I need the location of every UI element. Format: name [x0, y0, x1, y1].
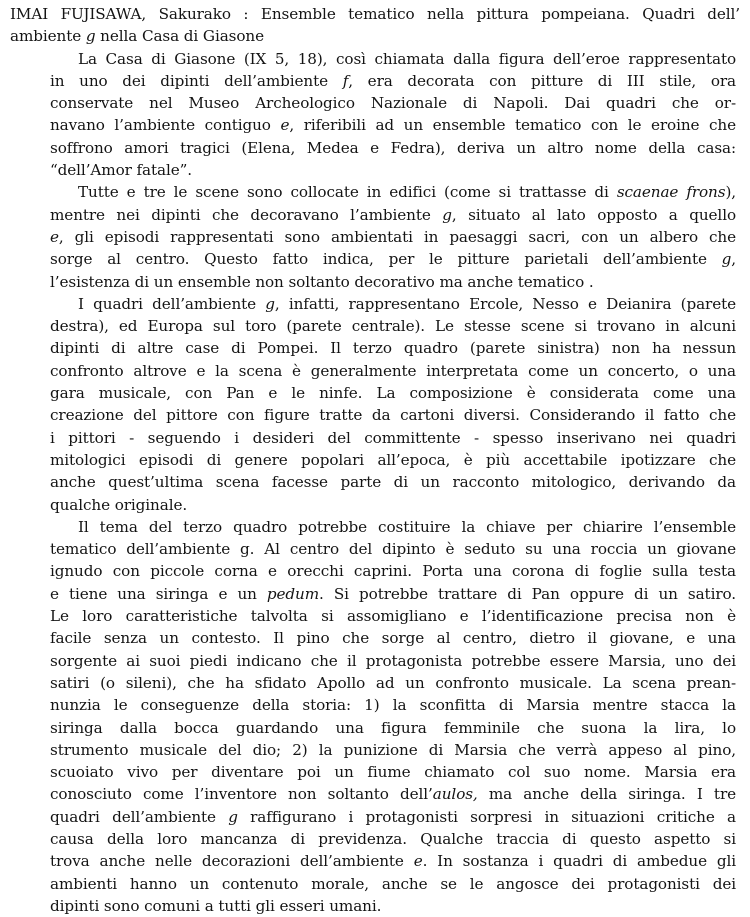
text-line: I quadri dell’ambiente g, infatti, rappresentano Ercole, Nesso e Deianira (parete [78, 294, 736, 313]
italic-term: aulos, [432, 785, 478, 804]
text-line: conservate nel Museo Archeologico Nazionale di Napoli. Dai quadri che or- [50, 94, 736, 113]
heading-line: ambiente g nella Casa di Giasone [10, 27, 264, 46]
text-line: Il tema del terzo quadro potrebbe costituire la chiave per chiarire l’ensemble [78, 517, 736, 536]
italic-term: pedum [266, 584, 320, 603]
text-line: creazione del pittore con figure tratte da cartoni diversi. Considerando il fatto che [50, 406, 736, 425]
italic-term: g [265, 294, 275, 313]
text-line: destra), ed Europa sul toro (parete centrale). Le stesse scene si trovano in alcuni [50, 317, 736, 336]
text-line: anche quest’ultima scena facesse parte di un racconto mitologico, derivando da [50, 473, 736, 492]
paragraph [10, 48, 740, 182]
text-line: conosciuto come l’inventore non soltanto dell’aulos, ma anche della siringa. I tre [50, 785, 736, 804]
text-line: gara musicale, con Pan e le ninfe. La composizione è considerata come una [50, 384, 736, 403]
italic-term: e [50, 227, 59, 246]
text-line: dipinti sono comuni a tutti gli esseri umani. [50, 896, 382, 915]
text-line: in uno dei dipinti dell’ambiente f, era decorata con pitture di III stile, ora [50, 71, 736, 90]
italic-term: scaenae frons [616, 183, 726, 202]
text-line: La Casa di Giasone (IX 5, 18), così chiamata dalla figura dell’eroe rappresentato [78, 49, 736, 68]
text-line: e, gli episodi rappresentati sono ambientati in paesaggi sacri, con un albero che [50, 227, 736, 246]
text-line: “dell’Amor fatale”. [50, 161, 192, 180]
text-line: Le loro caratteristiche talvolta si assomigliano e l’identificazione precisa non è [50, 607, 736, 626]
text-line: trova anche nelle decorazioni dell’ambiente e. In sostanza i quadri di ambedue gli [50, 852, 736, 871]
italic-term: e [413, 852, 423, 871]
text-line: nunzia le conseguenze della storia: 1) la sconfitta di Marsia mentre stacca la [50, 696, 736, 715]
text-line: qualche originale. [50, 495, 188, 514]
paragraph [10, 293, 740, 516]
text-line: siringa dalla bocca guardando una figura femminile che suona la lira, lo [50, 718, 736, 737]
text-line: l’esistenza di un ensemble non soltanto decorativo ma anche tematico . [50, 272, 594, 291]
text-line: scuoiato vivo per diventare poi un fiume chiamato col suo nome. Marsia era [50, 763, 736, 782]
italic-term: e [280, 116, 290, 135]
text-line: ignudo con piccole corna e orecchi caprini. Porta una corona di foglie sulla testa [50, 562, 736, 581]
text-line: e tiene una siringa e un pedum. Si potrebbe trattare di Pan oppure di un satiro. [50, 584, 736, 603]
italic-term: f [342, 71, 349, 90]
text-line: mentre nei dipinti che decoravano l’ambiente g, situato al lato opposto a quello [50, 205, 736, 224]
text-line: satiri (o sileni), che ha sfidato Apollo ad un confronto musicale. La scena prean- [50, 673, 736, 692]
text-line: facile senza un contesto. Il pino che sorge al centro, dietro il giovane, e una [50, 629, 736, 648]
text-line: i pittori - seguendo i desideri del committente - spesso inserivano nei quadri [50, 428, 736, 447]
text-line: strumento musicale del dio; 2) la punizione di Marsia che verrà appeso al pino, [50, 740, 736, 759]
paragraph [10, 181, 740, 292]
text-line: navano l’ambiente contiguo e, riferibili ad un ensemble tematico con le eroine che [50, 116, 736, 135]
italic-term: g [228, 807, 238, 826]
text-line: Tutte e tre le scene sono collocate in edifici (come si trattasse di scaenae frons), [78, 183, 736, 202]
text-line: ambienti hanno un contenuto morale, anche se le angosce dei protagonisti dei [50, 874, 736, 893]
italic-term: g [721, 250, 732, 269]
text-line: soffrono amori tragici (Elena, Medea e Fedra), deriva un altro nome della casa: [50, 138, 736, 157]
paragraph [10, 516, 740, 917]
text-line: mitologici episodi di genere popolari all’epoca, è più accettabile ipotizzare che [50, 450, 736, 469]
italic-term: g [442, 205, 452, 224]
heading-line: IMAI FUJISAWA, Sakurako : Ensemble tematico nella pittura pompeiana. Quadri dell’ [10, 5, 740, 23]
italic-term: g [85, 27, 96, 46]
article-body [10, 48, 740, 917]
text-line: causa della loro mancanza di previdenza. Qualche traccia di questo aspetto si [50, 829, 736, 848]
text-line: sorgente ai suoi piedi indicano che il protagonista potrebbe essere Marsia, uno dei [50, 651, 736, 670]
article-heading [10, 3, 740, 48]
text-line: tematico dell’ambiente g. Al centro del dipinto è seduto su una roccia un giovane [50, 540, 736, 559]
text-line: confronto altrove e la scena è generalmente interpretata come un concerto, o una [50, 361, 736, 380]
text-line: quadri dell’ambiente g raffigurano i protagonisti sorpresi in situazioni critiche a [50, 807, 736, 826]
text-line: sorge al centro. Questo fatto indica, per le pitture parietali dell’ambiente g, [50, 250, 736, 269]
text-line: dipinti di altre case di Pompei. Il terzo quadro (parete sinistra) non ha nessun [50, 339, 736, 358]
